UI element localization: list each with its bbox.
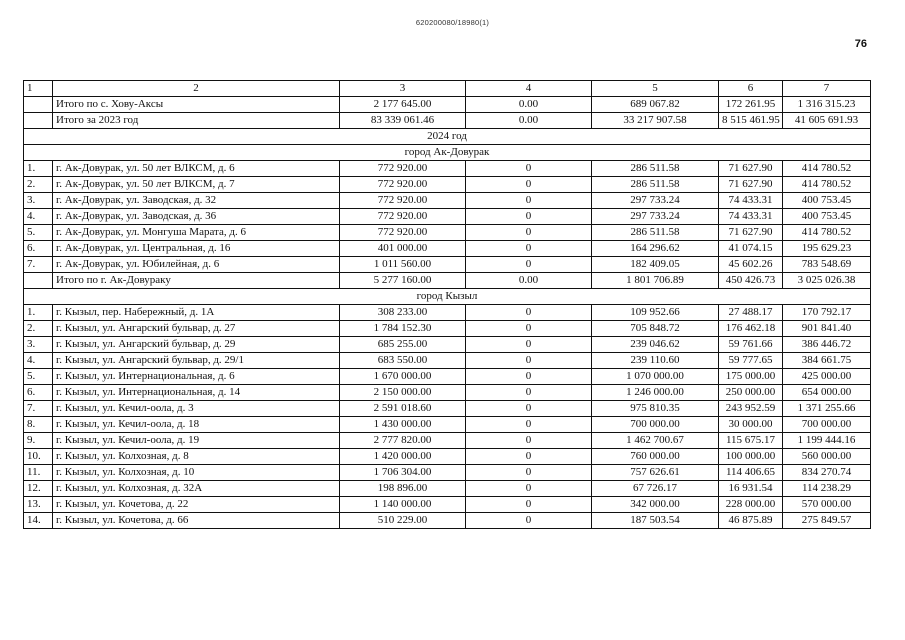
table-cell: 1 670 000.00 (340, 369, 466, 385)
table-cell: 772 920.00 (340, 177, 466, 193)
table-cell: 5. (24, 369, 53, 385)
table-cell: 1 140 000.00 (340, 497, 466, 513)
table-cell: г. Ак-Довурак, ул. 50 лет ВЛКСМ, д. 7 (53, 177, 340, 193)
table-cell: 0 (466, 161, 592, 177)
column-number: 3 (340, 81, 466, 97)
table-cell: 1 462 700.67 (592, 433, 719, 449)
table-row (24, 193, 871, 209)
table-cell: 1. (24, 161, 53, 177)
table-cell (24, 113, 53, 129)
table-cell: 182 409.05 (592, 257, 719, 273)
table-cell: 0 (466, 497, 592, 513)
table-cell: 700 000.00 (783, 417, 871, 433)
table-cell: 59 777.65 (719, 353, 783, 369)
table-cell: 414 780.52 (783, 161, 871, 177)
table-cell: 195 629.23 (783, 241, 871, 257)
table-cell: 297 733.24 (592, 193, 719, 209)
column-number: 5 (592, 81, 719, 97)
table-cell: 1 316 315.23 (783, 97, 871, 113)
table-cell: 772 920.00 (340, 193, 466, 209)
table-row (24, 449, 871, 465)
table-cell: 772 920.00 (340, 161, 466, 177)
city-heading-label: город Кызыл (24, 289, 871, 305)
table-cell: 6. (24, 385, 53, 401)
table-cell: Итого по с. Хову-Аксы (53, 97, 340, 113)
table-cell: 33 217 907.58 (592, 113, 719, 129)
table-cell: 2 591 018.60 (340, 401, 466, 417)
table-cell: 1 371 255.66 (783, 401, 871, 417)
table-cell: 12. (24, 481, 53, 497)
table-cell: 560 000.00 (783, 449, 871, 465)
table-cell: 5 277 160.00 (340, 273, 466, 289)
table-cell: 228 000.00 (719, 497, 783, 513)
table-cell: 2. (24, 321, 53, 337)
table-row (24, 241, 871, 257)
table-cell: 71 627.90 (719, 177, 783, 193)
table-cell: г. Ак-Довурак, ул. 50 лет ВЛКСМ, д. 6 (53, 161, 340, 177)
table-cell: 7. (24, 257, 53, 273)
table-cell: 772 920.00 (340, 225, 466, 241)
repair-schedule-table (23, 80, 871, 529)
table-cell: 0 (466, 513, 592, 529)
table-cell: 0.00 (466, 273, 592, 289)
table-cell: 83 339 061.46 (340, 113, 466, 129)
table-row (24, 369, 871, 385)
table-cell: 705 848.72 (592, 321, 719, 337)
table-cell: 2 150 000.00 (340, 385, 466, 401)
table-cell: 384 661.75 (783, 353, 871, 369)
table-cell: 834 270.74 (783, 465, 871, 481)
table-cell: 187 503.54 (592, 513, 719, 529)
table-cell: 425 000.00 (783, 369, 871, 385)
table-cell: 1 420 000.00 (340, 449, 466, 465)
year-heading-label: 2024 год (24, 129, 871, 145)
table-row (24, 481, 871, 497)
table-cell: 114 406.65 (719, 465, 783, 481)
table-cell: 4. (24, 209, 53, 225)
column-number: 7 (783, 81, 871, 97)
table-cell: 71 627.90 (719, 161, 783, 177)
table-cell: 414 780.52 (783, 225, 871, 241)
table-cell: 783 548.69 (783, 257, 871, 273)
city-heading (24, 289, 871, 305)
table-cell: 1 801 706.89 (592, 273, 719, 289)
table-cell: 1 706 304.00 (340, 465, 466, 481)
table-cell: 0 (466, 353, 592, 369)
table-cell: 689 067.82 (592, 97, 719, 113)
column-number: 6 (719, 81, 783, 97)
table-cell: 74 433.31 (719, 209, 783, 225)
page-number: 76 (854, 38, 867, 50)
table-cell: 685 255.00 (340, 337, 466, 353)
table-cell (24, 273, 53, 289)
table-cell: 1 784 152.30 (340, 321, 466, 337)
table-cell: 115 675.17 (719, 433, 783, 449)
table-cell: Итого за 2023 год (53, 113, 340, 129)
table-cell: г. Ак-Довурак, ул. Центральная, д. 16 (53, 241, 340, 257)
table-cell: 0 (466, 337, 592, 353)
table-row (24, 305, 871, 321)
table-cell: 109 952.66 (592, 305, 719, 321)
table-cell: г. Кызыл, ул. Ангарский бульвар, д. 29 (53, 337, 340, 353)
table-cell: 901 841.40 (783, 321, 871, 337)
table-cell: г. Кызыл, ул. Ангарский бульвар, д. 29/1 (53, 353, 340, 369)
table-cell: 27 488.17 (719, 305, 783, 321)
table-cell: 114 238.29 (783, 481, 871, 497)
table-cell: г. Кызыл, ул. Кечил-оола, д. 3 (53, 401, 340, 417)
table-cell: г. Кызыл, ул. Колхозная, д. 8 (53, 449, 340, 465)
table-cell: 0 (466, 385, 592, 401)
table-cell: 760 000.00 (592, 449, 719, 465)
table-cell: 0.00 (466, 97, 592, 113)
table-row (24, 337, 871, 353)
table-row (24, 417, 871, 433)
table-cell: 414 780.52 (783, 177, 871, 193)
table-cell: 74 433.31 (719, 193, 783, 209)
table-cell: 3. (24, 193, 53, 209)
table-cell: 683 550.00 (340, 353, 466, 369)
column-number: 1 (24, 81, 53, 97)
table-cell: 175 000.00 (719, 369, 783, 385)
table-cell: 3. (24, 337, 53, 353)
table-cell: 401 000.00 (340, 241, 466, 257)
table-cell: 0 (466, 417, 592, 433)
table-cell: 10. (24, 449, 53, 465)
table-cell: 5. (24, 225, 53, 241)
table-cell: 0 (466, 193, 592, 209)
table-row (24, 465, 871, 481)
table-cell: г. Ак-Довурак, ул. Заводская, д. 36 (53, 209, 340, 225)
table-cell: 2 777 820.00 (340, 433, 466, 449)
column-number-row (24, 81, 871, 97)
table-cell: 45 602.26 (719, 257, 783, 273)
table-row (24, 321, 871, 337)
city-heading-label: город Ак-Довурак (24, 145, 871, 161)
table-cell: 400 753.45 (783, 209, 871, 225)
table-cell: 59 761.66 (719, 337, 783, 353)
table-cell: 30 000.00 (719, 417, 783, 433)
table-cell: г. Кызыл, ул. Кечил-оола, д. 19 (53, 433, 340, 449)
table-cell: 0 (466, 225, 592, 241)
table-body (24, 81, 871, 529)
table-cell: 8. (24, 417, 53, 433)
table-cell: 8 515 461.95 (719, 113, 783, 129)
table-cell: 286 511.58 (592, 161, 719, 177)
table-cell: 275 849.57 (783, 513, 871, 529)
table-cell: 297 733.24 (592, 209, 719, 225)
table-cell: 198 896.00 (340, 481, 466, 497)
table-cell: 9. (24, 433, 53, 449)
table-cell: 41 074.15 (719, 241, 783, 257)
table-cell: 1 199 444.16 (783, 433, 871, 449)
total-row (24, 113, 871, 129)
table-cell: 654 000.00 (783, 385, 871, 401)
table-cell: 3 025 026.38 (783, 273, 871, 289)
table-cell: 4. (24, 353, 53, 369)
table-cell: 176 462.18 (719, 321, 783, 337)
table-cell: 250 000.00 (719, 385, 783, 401)
table-cell: г. Кызыл, ул. Кочетова, д. 66 (53, 513, 340, 529)
table-cell: 11. (24, 465, 53, 481)
table-cell: 1 070 000.00 (592, 369, 719, 385)
table-cell: г. Кызыл, ул. Колхозная, д. 10 (53, 465, 340, 481)
table-cell: 0 (466, 369, 592, 385)
column-number: 2 (53, 81, 340, 97)
table-cell: 41 605 691.93 (783, 113, 871, 129)
table-cell: 570 000.00 (783, 497, 871, 513)
table-cell: 16 931.54 (719, 481, 783, 497)
table-cell: 239 046.62 (592, 337, 719, 353)
table-cell: 100 000.00 (719, 449, 783, 465)
table-cell: 0 (466, 401, 592, 417)
table-row (24, 209, 871, 225)
table-cell: 975 810.35 (592, 401, 719, 417)
table-cell: 1 430 000.00 (340, 417, 466, 433)
table-row (24, 257, 871, 273)
table-cell: Итого по г. Ак-Довураку (53, 273, 340, 289)
table-cell: 386 446.72 (783, 337, 871, 353)
table-cell: 239 110.60 (592, 353, 719, 369)
table-cell: 510 229.00 (340, 513, 466, 529)
table-cell: 400 753.45 (783, 193, 871, 209)
table-cell: 14. (24, 513, 53, 529)
year-heading (24, 129, 871, 145)
table-cell: 1 246 000.00 (592, 385, 719, 401)
table-cell: г. Кызыл, ул. Кечил-оола, д. 18 (53, 417, 340, 433)
table-cell: 46 875.89 (719, 513, 783, 529)
table-row (24, 161, 871, 177)
table-cell: 1 011 560.00 (340, 257, 466, 273)
table-cell: г. Кызыл, ул. Интернациональная, д. 14 (53, 385, 340, 401)
table-cell: г. Кызыл, ул. Колхозная, д. 32А (53, 481, 340, 497)
table-cell: 13. (24, 497, 53, 513)
table-cell: 1. (24, 305, 53, 321)
table-row (24, 385, 871, 401)
city-heading (24, 145, 871, 161)
table-cell: 772 920.00 (340, 209, 466, 225)
table-row (24, 353, 871, 369)
table-cell: 700 000.00 (592, 417, 719, 433)
table-cell: 2 177 645.00 (340, 97, 466, 113)
total-row (24, 97, 871, 113)
table-cell: 308 233.00 (340, 305, 466, 321)
table-cell: 0.00 (466, 113, 592, 129)
table-row (24, 401, 871, 417)
table-cell: г. Кызыл, пер. Набережный, д. 1А (53, 305, 340, 321)
table-row (24, 513, 871, 529)
total-row (24, 273, 871, 289)
document-id: 620200080/18980(1) (415, 18, 490, 27)
table-cell: 342 000.00 (592, 497, 719, 513)
table-cell: 0 (466, 241, 592, 257)
table-cell: 0 (466, 257, 592, 273)
table-row (24, 433, 871, 449)
table-cell: г. Ак-Довурак, ул. Монгуша Марата, д. 6 (53, 225, 340, 241)
table-row (24, 225, 871, 241)
table-cell: 0 (466, 321, 592, 337)
table-cell: 0 (466, 209, 592, 225)
table-cell: 757 626.61 (592, 465, 719, 481)
table-cell: г. Кызыл, ул. Интернациональная, д. 6 (53, 369, 340, 385)
table-cell: 7. (24, 401, 53, 417)
table-cell: г. Кызыл, ул. Ангарский бульвар, д. 27 (53, 321, 340, 337)
table-cell: 0 (466, 305, 592, 321)
table-row (24, 497, 871, 513)
table-cell: 0 (466, 433, 592, 449)
table-cell: 0 (466, 449, 592, 465)
table-cell: 67 726.17 (592, 481, 719, 497)
column-number: 4 (466, 81, 592, 97)
table-cell: 71 627.90 (719, 225, 783, 241)
table-cell: г. Ак-Довурак, ул. Юбилейная, д. 6 (53, 257, 340, 273)
table-cell: 243 952.59 (719, 401, 783, 417)
table-cell: 172 261.95 (719, 97, 783, 113)
table-cell: 450 426.73 (719, 273, 783, 289)
table-cell (24, 97, 53, 113)
table-cell: 0 (466, 481, 592, 497)
table-cell: г. Кызыл, ул. Кочетова, д. 22 (53, 497, 340, 513)
table-cell: 2. (24, 177, 53, 193)
table-cell: 170 792.17 (783, 305, 871, 321)
table-cell: 286 511.58 (592, 225, 719, 241)
table-cell: 0 (466, 465, 592, 481)
table-cell: 164 296.62 (592, 241, 719, 257)
table-cell: 6. (24, 241, 53, 257)
table-row (24, 177, 871, 193)
table-cell: г. Ак-Довурак, ул. Заводская, д. 32 (53, 193, 340, 209)
table-cell: 0 (466, 177, 592, 193)
table-cell: 286 511.58 (592, 177, 719, 193)
